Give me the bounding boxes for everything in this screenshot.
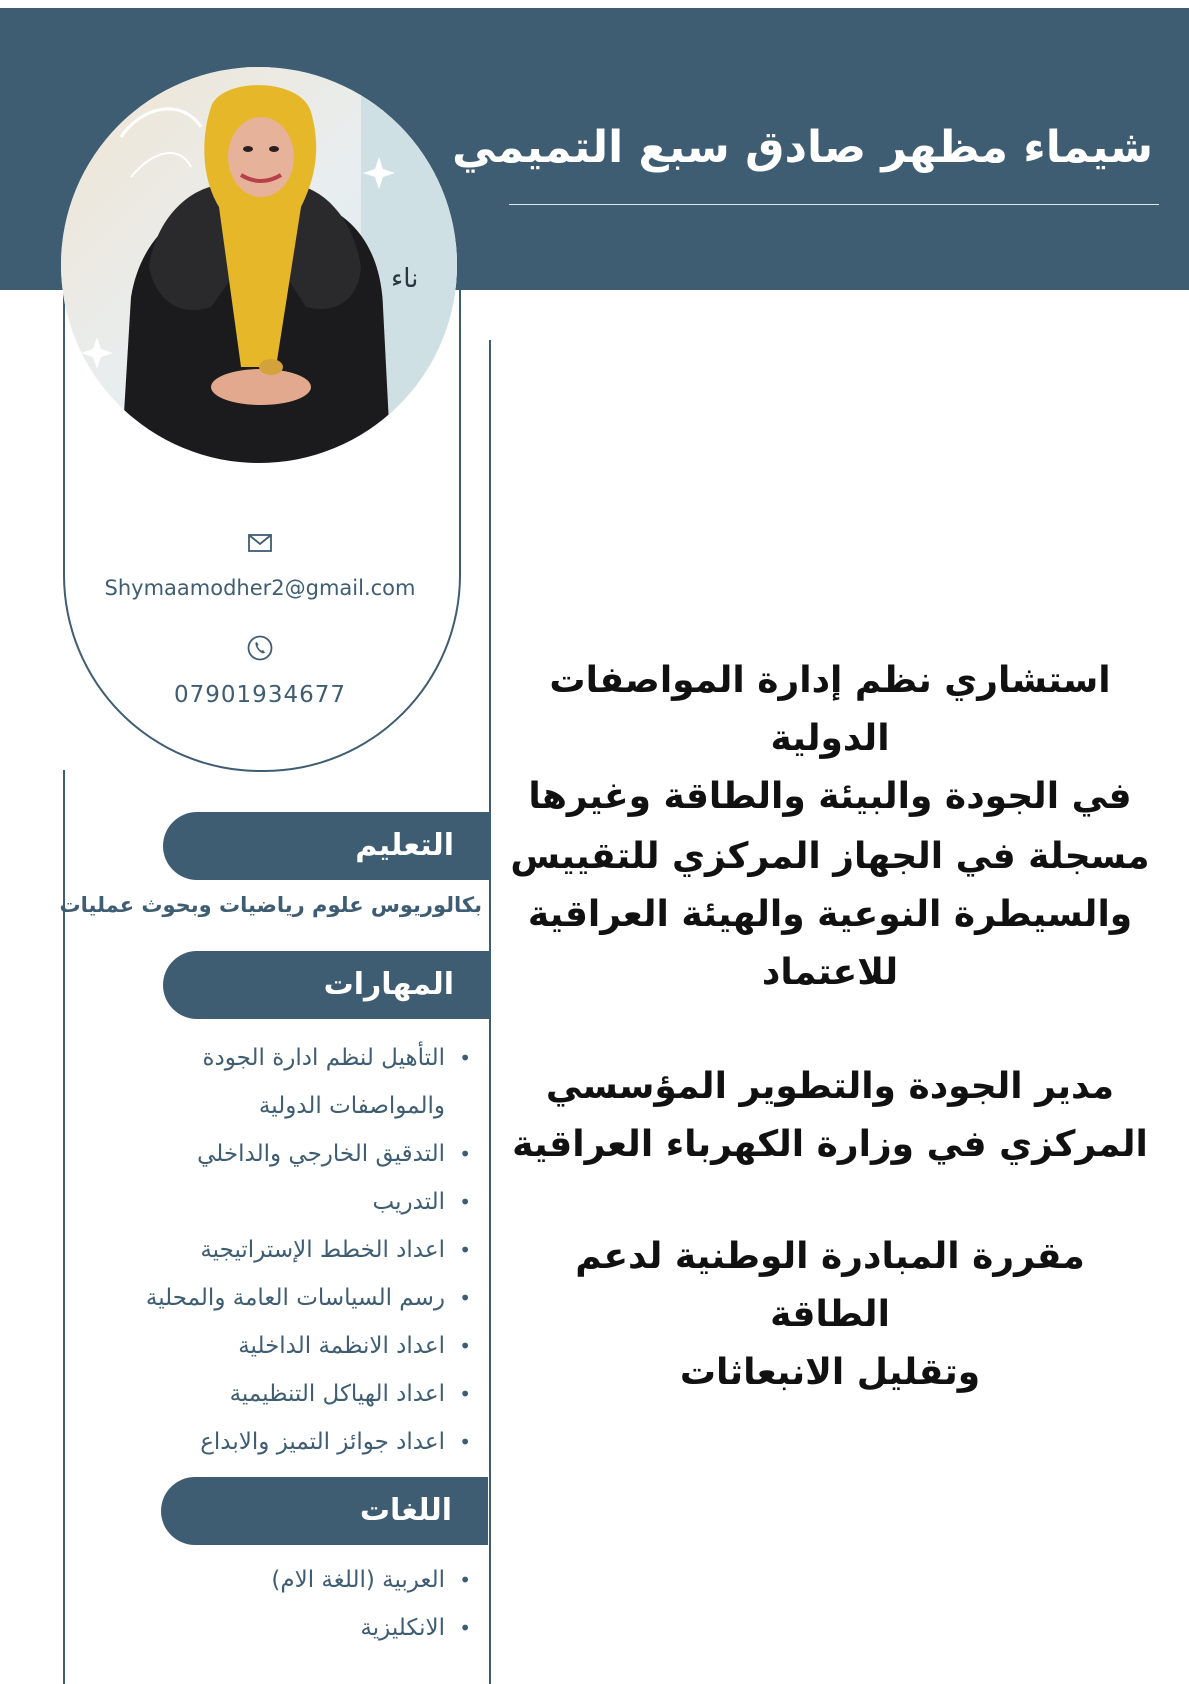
list-item: • اعداد الخطط الإستراتيجية	[200, 1237, 471, 1263]
summary-block-initiative: مقررة المبادرة الوطنية لدعم الطاقة وتقليل الانبعاثات	[575, 1236, 1085, 1393]
summary-block-director: مدير الجودة والتطوير المؤسسي المركزي في وزارة الكهرباء العراقية	[512, 1066, 1148, 1165]
skills-list	[90, 1034, 475, 1466]
summary-block-registered: مسجلة في الجهاز المركزي للتقييس والسيطرة النوعية والهيئة العراقية للاعتماد	[510, 836, 1150, 993]
phone-number[interactable]: 07901934677	[174, 682, 346, 708]
svg-text:ناء: ناء	[391, 264, 419, 294]
education-degree: بكالوريوس علوم رياضيات وبحوث عمليات	[59, 893, 482, 917]
summary-block-consultant: استشاري نظم إدارة المواصفات الدولية في الجودة والبيئة والطاقة وغيرها	[528, 660, 1132, 817]
languages-list	[90, 1556, 475, 1652]
header-divider	[509, 204, 1159, 205]
skills-heading: المهارات	[323, 967, 454, 1002]
list-item: • اعداد الهياكل التنظيمية	[229, 1381, 471, 1407]
candidate-name: شيماء مظهر صادق سبع التميمي	[452, 122, 1153, 173]
list-item: • الانكليزية	[360, 1615, 471, 1641]
envelope-icon	[247, 530, 273, 556]
list-item: والمواصفات الدولية	[258, 1093, 445, 1119]
profile-photo-illustration	[61, 67, 457, 463]
list-item: • التدقيق الخارجي والداخلي	[197, 1141, 471, 1167]
education-heading: التعليم	[355, 828, 454, 863]
list-item: • اعداد الانظمة الداخلية	[238, 1333, 471, 1359]
education-heading-pill	[163, 812, 490, 880]
list-item: • التأهيل لنظم ادارة الجودة	[202, 1045, 471, 1071]
list-item: • اعداد جوائز التميز والابداع	[200, 1429, 471, 1455]
phone-icon	[247, 635, 273, 661]
list-item: • العربية (اللغة الام)	[271, 1567, 471, 1593]
list-item: • رسم السياسات العامة والمحلية	[145, 1285, 471, 1311]
list-item: • التدريب	[372, 1189, 471, 1215]
skills-heading-pill	[163, 951, 490, 1019]
languages-heading-pill	[161, 1477, 488, 1545]
profile-photo	[61, 67, 457, 463]
languages-heading: اللغات	[359, 1493, 452, 1528]
email-address[interactable]: Shymaamodher2@gmail.com	[104, 576, 416, 600]
